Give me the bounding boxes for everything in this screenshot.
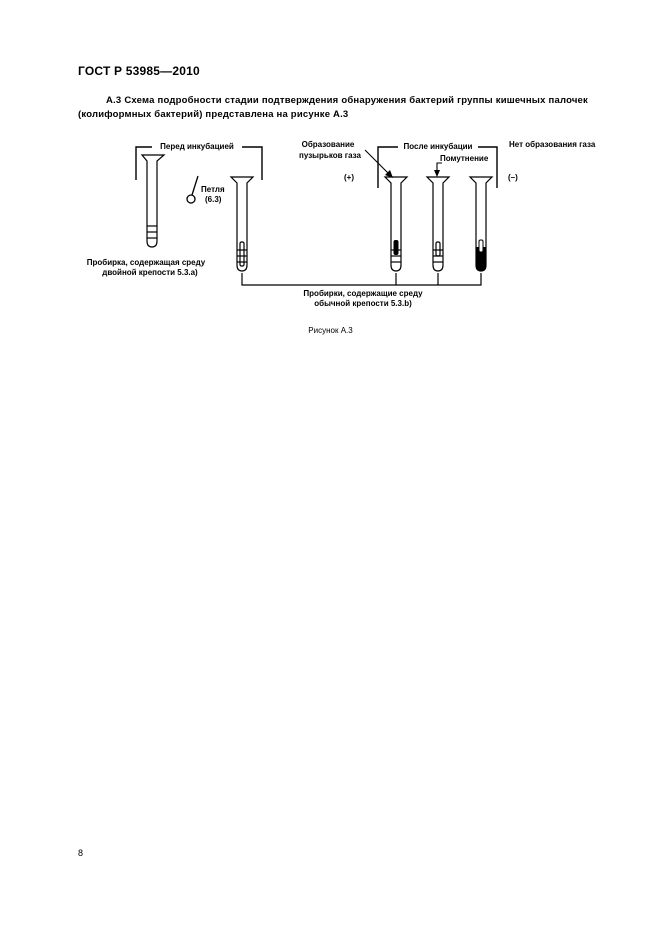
gas-bubbles-arrow: [365, 150, 389, 174]
turbidity-label: Помутнение: [440, 154, 489, 163]
gas-bubbles-label-line1: Образование: [301, 140, 355, 149]
before-incubation-label: Перед инкубацией: [160, 142, 234, 151]
page-number: 8: [78, 848, 84, 858]
minus-label: (–): [508, 173, 518, 182]
document-header: ГОСТ Р 53985—2010: [78, 64, 200, 78]
before-incubation-bracket: [136, 147, 262, 180]
loop-label-line2: (6.3): [205, 195, 222, 204]
test-tube-turbidity: [427, 177, 449, 271]
plus-label: (+): [344, 173, 354, 182]
test-tube-double-strength: [142, 155, 164, 247]
tubes-normal-label-line2: обычной крепости 5.3.b): [314, 299, 412, 308]
durham-tube-empty: [479, 240, 483, 252]
tube-double-label-line2: двойной крепости 5.3.a): [102, 268, 198, 277]
tube-double-label-line1: Пробирка, содержащая среду: [86, 258, 206, 267]
turbidity-arrowhead: [434, 170, 440, 177]
no-gas-label: Нет образования газа: [509, 140, 596, 149]
tubes-normal-label-line1: Пробирки, содержащие среду: [303, 289, 423, 298]
test-tube-normal-before: [231, 177, 253, 271]
normal-tubes-bracket: [242, 273, 481, 285]
section-paragraph: А.3 Схема подробности стадии подтверждения обнаружения бактерий группы кишечных палочек (колиформных бактерий) представлена на рисунке А.3: [78, 95, 588, 120]
loop-icon: [187, 176, 198, 203]
figure-caption: Рисунок А.3: [308, 326, 353, 335]
after-incubation-label: После инкубации: [403, 142, 473, 151]
test-tube-gas-positive: [385, 177, 407, 271]
loop-label-line1: Петля: [201, 185, 225, 194]
gas-bubble-filled: [394, 240, 399, 255]
gas-bubbles-label-line2: пузырьков газа: [299, 151, 361, 160]
